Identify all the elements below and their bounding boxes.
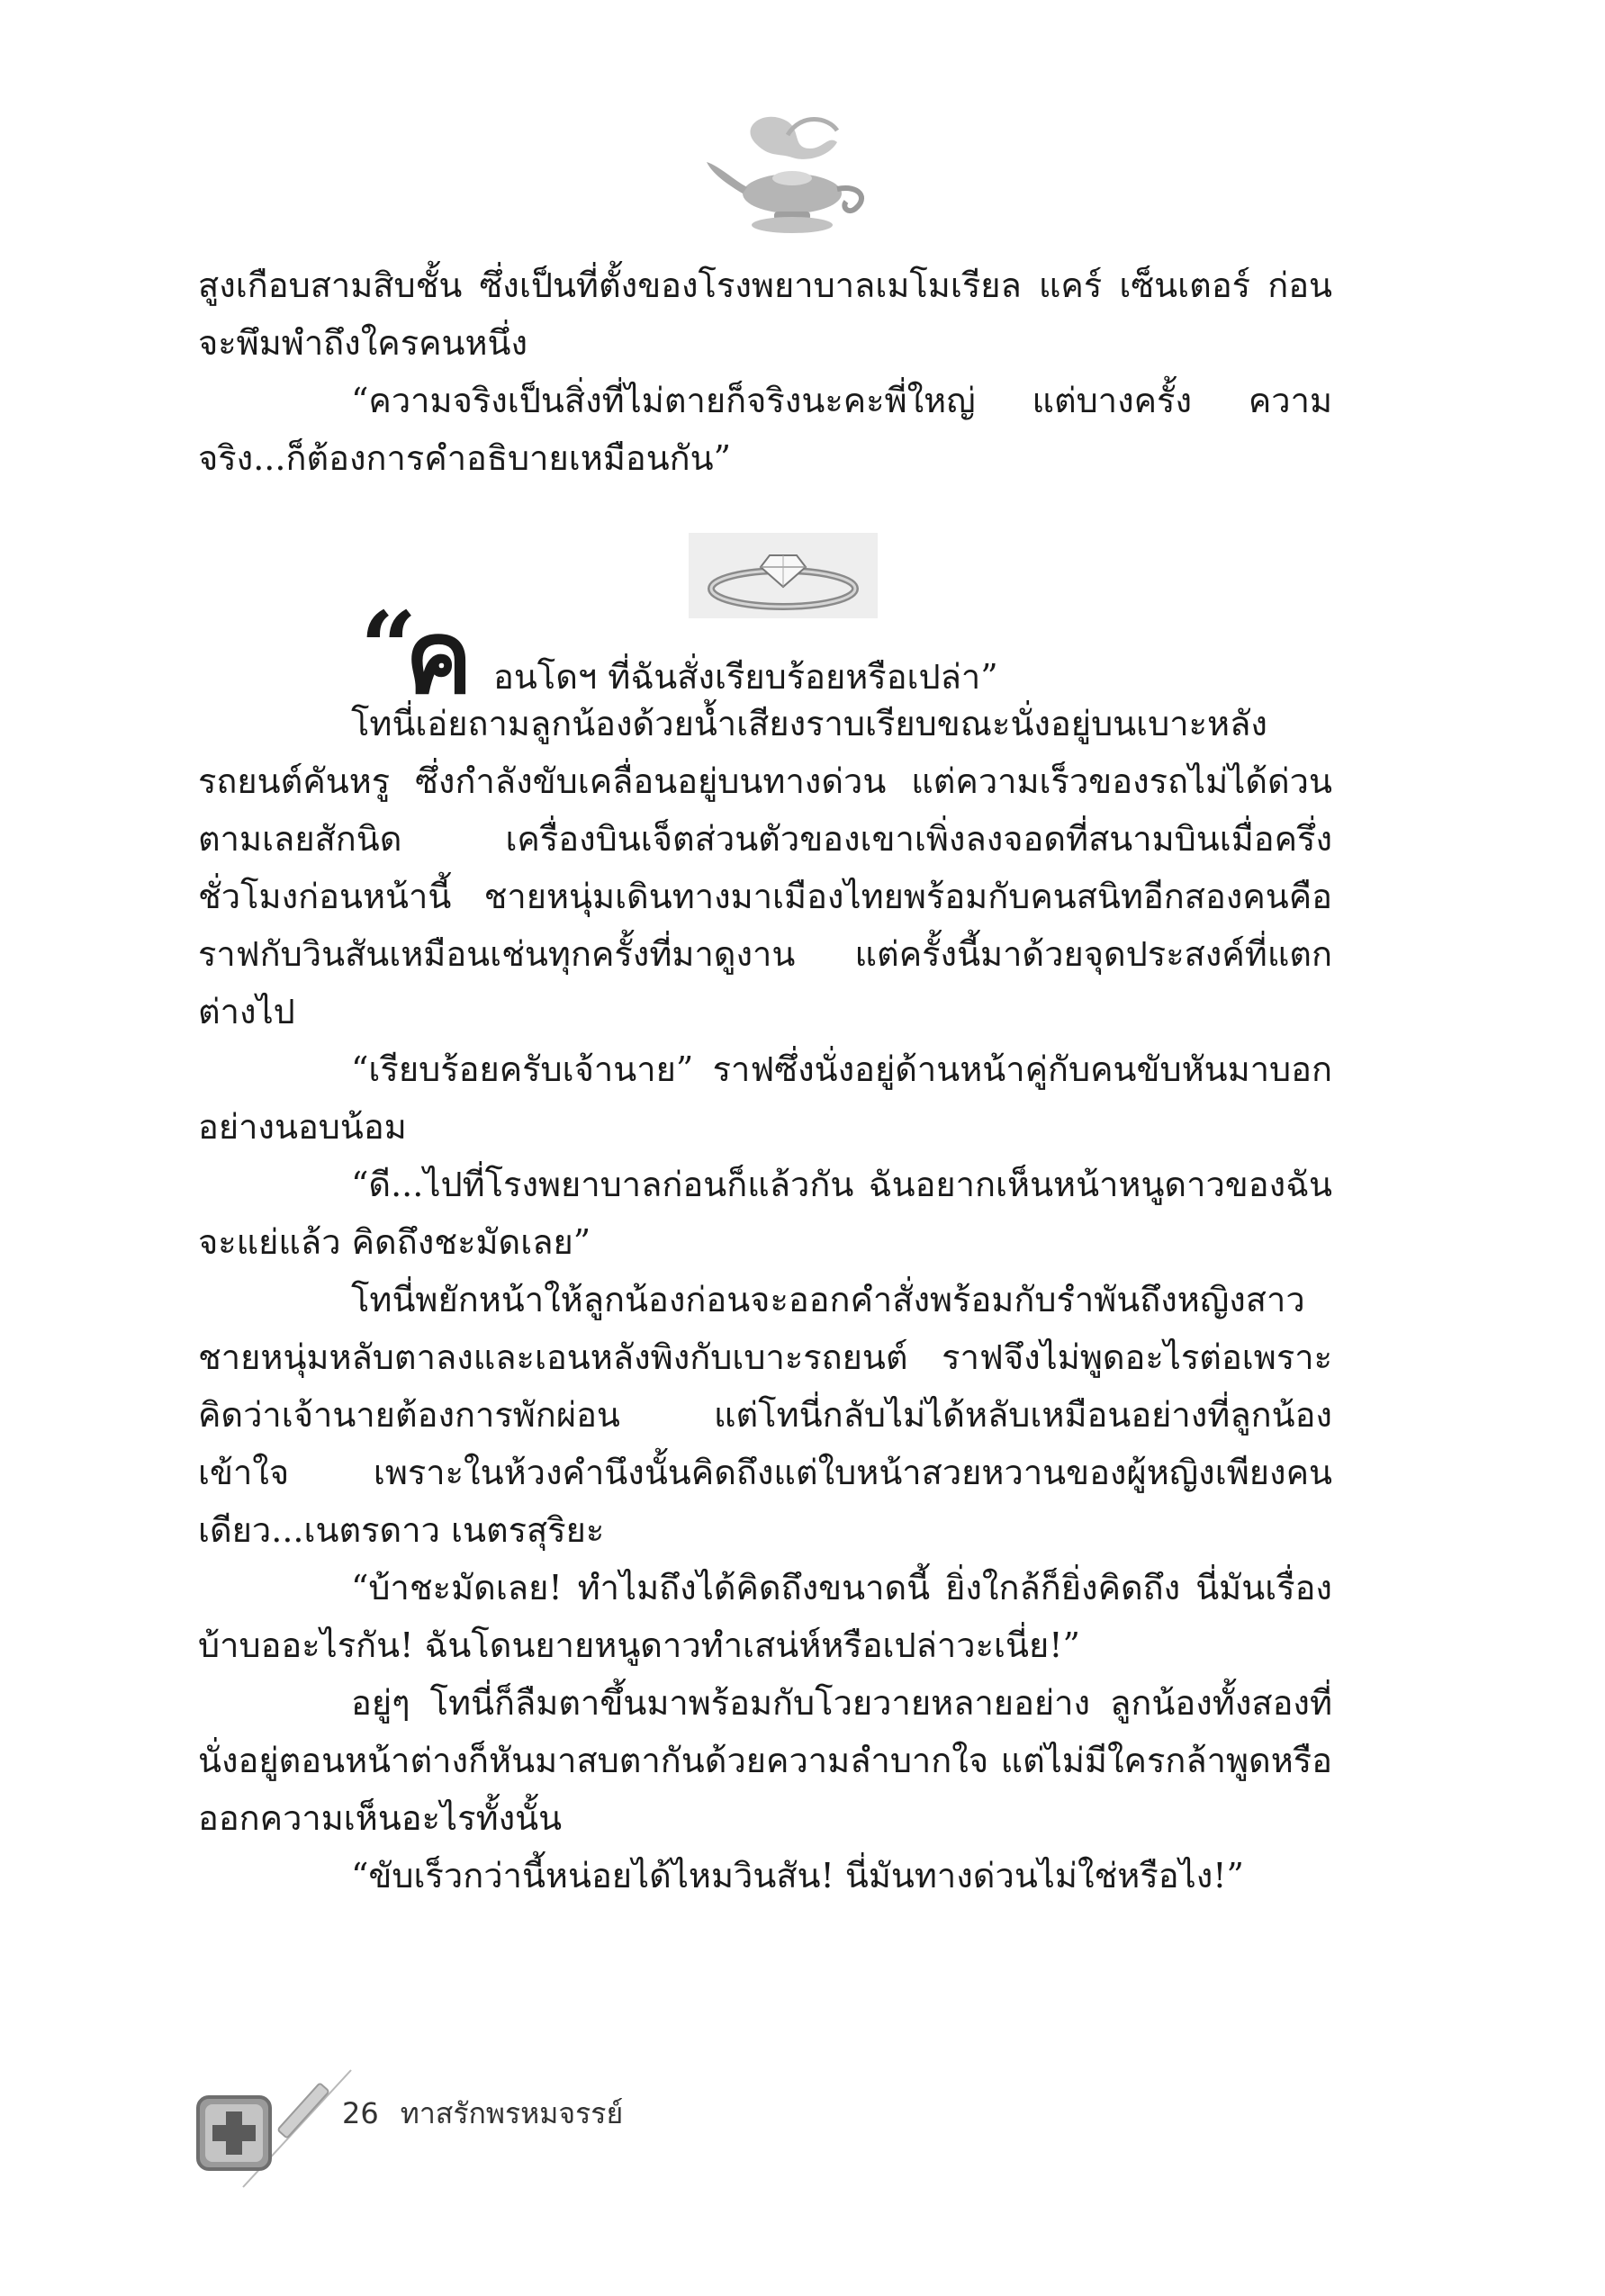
magic-lamp-icon xyxy=(702,108,882,243)
book-title: ทาสรักพรหมจรรย์ xyxy=(400,2096,624,2130)
paragraph-6: โทนี่พยักหน้าให้ลูกน้องก่อนจะออกคำสั่งพร้อมกับรำพันถึงหญิงสาว ชายหนุ่มหลับตาลงและเอนหลังพิงกับเบาะรถยนต์ ราฟจึงไม่พูดอะไรต่อเพราะคิดว่าเจ้านายต้องการพักผ่อน แต่โทนี่กลับไม่ได้หลับเหมือนอย่างที่ลูกน้องเข้าใจ เพราะในห้วงคำนึงนั้นคิดถึงแต่ใบหน้าสวยหวานของผู้หญิงเพียงคนเดียว...เนตรดาว เนตรสุริยะ xyxy=(198,1280,1332,1550)
opening-line-text: อนโดฯ ที่ฉันสั่งเรียบร้อยหรือเปล่า” xyxy=(493,657,998,697)
page-footer xyxy=(342,2086,645,2140)
paragraph-7: “บ้าชะมัดเลย! ทำไมถึงได้คิดถึงขนาดนี้ ยิ่งใกล้ก็ยิ่งคิดถึง นี่มันเรื่องบ้าบออะไรกัน! ฉันโดนยายหนูดาวทำเสน่ห์หรือเปล่าวะเนี่ย!” xyxy=(198,1568,1332,1665)
paragraph-3: โทนี่เอ่ยถามลูกน้องด้วยน้ำเสียงราบเรียบขณะนั่งอยู่บนเบาะหลังรถยนต์คันหรู ซึ่งกำลังขับเคลื่อนอยู่บนทางด่วน แต่ความเร็วของรถไม่ได้ด่วนตามเลยสักนิด เครื่องบินเจ็ตส่วนตัวของเขาเพิ่งลงจอดที่สนามบินเมื่อครึ่งชั่วโมงก่อนหน้านี้ ชายหนุ่มเดินทางมาเมืองไทยพร้อมกับคนสนิทอีกสองคนคือราฟกับวินสันเหมือนเช่นทุกครั้งที่มาดูงาน แต่ครั้งนี้มาด้วยจุดประสงค์ที่แตกต่างไป xyxy=(198,704,1332,1031)
opening-quote-mark: “ xyxy=(360,590,418,706)
paragraph-1: สูงเกือบสามสิบชั้น ซึ่งเป็นที่ตั้งของโรงพยาบาลเมโมเรียล แคร์ เซ็นเตอร์ ก่อนจะพึมพำถึงใครคนหนึ่ง xyxy=(198,266,1332,363)
drop-cap: ค xyxy=(405,599,473,716)
paragraph-2: “ความจริงเป็นสิ่งที่ไม่ตายก็จริงนะคะพี่ใหญ่ แต่บางครั้ง ความจริง...ก็ต้องการคำอธิบายเหมือนกัน” xyxy=(198,381,1332,478)
paragraph-8: อยู่ๆ โทนี่ก็ลืมตาขึ้นมาพร้อมกับโวยวายหลายอย่าง ลูกน้องทั้งสองที่นั่งอยู่ตอนหน้าต่างก็หันมาสบตากันด้วยความลำบากใจ แต่ไม่มีใครกล้าพูดหรือออกความเห็นอะไรทั้งนั้น xyxy=(198,1683,1332,1838)
chapter-opening-line xyxy=(360,590,1332,716)
paragraph-5: “ดี...ไปที่โรงพยาบาลก่อนก็แล้วกัน ฉันอยากเห็นหน้าหนูดาวของฉันจะแย่แล้ว คิดถึงชะมัดเลย” xyxy=(198,1165,1332,1262)
paragraph-9: “ขับเร็วกว่านี้หน่อยได้ไหมวินสัน! นี่มันทางด่วนไม่ใช่หรือไง!” xyxy=(351,1856,1244,1895)
body-text xyxy=(198,695,1332,1904)
page-number: 26 xyxy=(342,2096,379,2130)
top-text xyxy=(198,257,1332,487)
paragraph-4: “เรียบร้อยครับเจ้านาย” ราฟซึ่งนั่งอยู่ด้านหน้าคู่กับคนขับหันมาบอกอย่างนอบน้อม xyxy=(198,1049,1332,1147)
